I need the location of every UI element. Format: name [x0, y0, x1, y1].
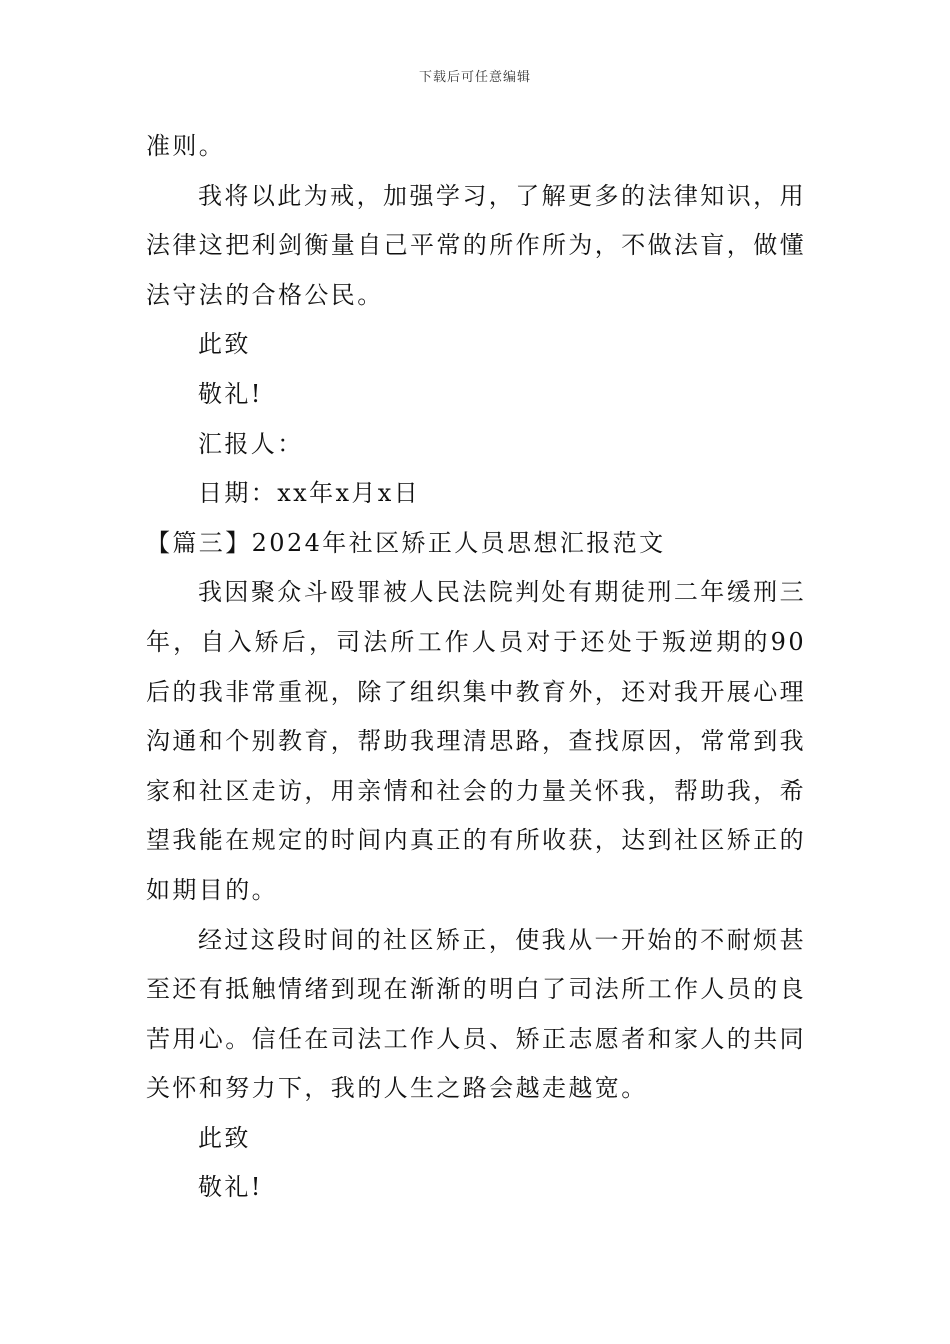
paragraph-background: 我因聚众斗殴罪被人民法院判处有期徒刑二年缓刑三年，自入矫后，司法所工作人员对于还处于叛逆期的90后的我非常重视，除了组织集中教育外，还对我开展心理沟通和个别教育，帮助我理清思路，查找原因，常常到我家和社区走访，用亲情和社会的力量关怀我，帮助我，希望我能在规定的时间内真正的有所收获，达到社区矫正的如期目的。 — [146, 578, 806, 904]
page-header: 下载后可任意编辑 — [418, 70, 531, 85]
salutation-cizhi-2: 此致 — [198, 1123, 251, 1152]
salutation-jingli: 敬礼! — [198, 379, 263, 408]
section-title: 【篇三】2024年社区矫正人员思想汇报范文 — [146, 528, 666, 557]
paragraph-reflection: 经过这段时间的社区矫正，使我从一开始的不耐烦甚至还有抵触情绪到现在渐渐的明白了司法所工作人员的良苦用心。信任在司法工作人员、矫正志愿者和家人的共同关怀和努力下，我的人生之路会越走越宽。 — [146, 925, 806, 1103]
paragraph-closing-line: 准则。 — [146, 132, 226, 160]
salutation-jingli-2: 敬礼! — [198, 1173, 263, 1202]
document-body — [146, 122, 806, 1213]
paragraph-resolution: 我将以此为戒，加强学习，了解更多的法律知识，用法律这把利剑衡量自己平常的所作所为，不做法盲，做懂法守法的合格公民。 — [146, 181, 806, 309]
reporter-line: 汇报人： — [198, 429, 304, 458]
date-line: 日期：xx年x月x日 — [198, 479, 421, 508]
salutation-cizhi: 此致 — [198, 330, 251, 359]
